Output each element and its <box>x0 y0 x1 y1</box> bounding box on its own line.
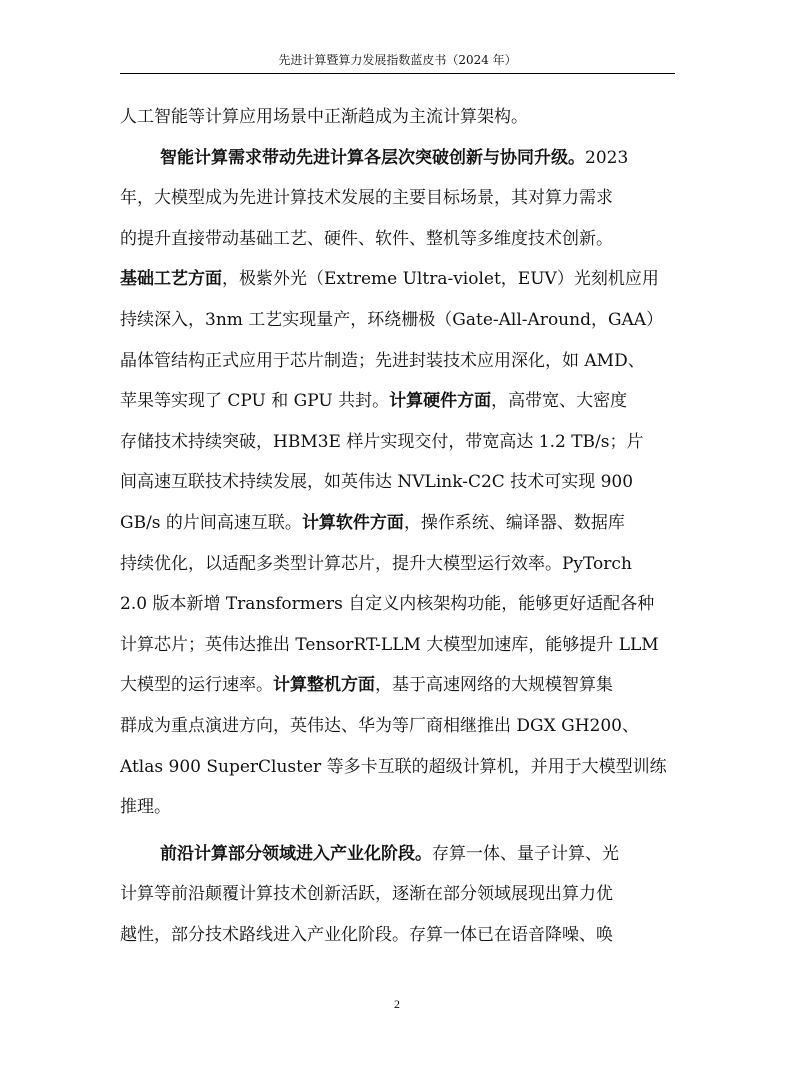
text-line <box>120 300 680 341</box>
text-line <box>120 462 680 503</box>
text-run: 存储技术持续突破，HBM3E 样片实现交付，带宽高达 1.2 TB/s；片 <box>120 431 644 452</box>
text-line <box>120 665 680 706</box>
text-line <box>120 706 680 747</box>
header-rule <box>120 73 675 74</box>
page-number: 2 <box>394 997 400 1011</box>
text-run: 持续优化，以适配多类型计算芯片，提升大模型运行效率。PyTorch <box>120 553 632 574</box>
text-run: 推理。 <box>120 797 171 818</box>
text-line <box>120 787 680 828</box>
text-line <box>120 422 680 463</box>
text-run: 越性，部分技术路线进入产业化阶段。存算一体已在语音降噪、唤 <box>120 924 613 945</box>
text-run: 群成为重点演进方向，英伟达、华为等厂商相继推出 DGX GH200、 <box>120 715 639 736</box>
text-run: 计算芯片；英伟达推出 TensorRT-LLM 大模型加速库，能够提升 LLM <box>120 634 659 655</box>
text-line <box>120 625 680 666</box>
text-run: 2.0 版本新增 Transformers 自定义内核架构功能，能够更好适配各种 <box>120 594 655 615</box>
inline-heading: 计算软件方面 <box>301 512 404 533</box>
text-line <box>120 259 680 300</box>
text-run: 间高速互联技术持续发展，如英伟达 NVLink-C2C 技术可实现 900 <box>120 472 634 493</box>
text-line <box>120 915 680 956</box>
paragraph-lead-heading: 前沿计算部分领域进入产业化阶段。 <box>160 843 432 864</box>
paragraph-first-line <box>120 834 680 875</box>
text-run: 大模型的运行速率。 <box>120 675 273 696</box>
text-run: Atlas 900 SuperCluster 等多卡互联的超级计算机，并用于大模型训练 <box>120 756 667 777</box>
text-line <box>120 747 680 788</box>
inline-heading: 计算整机方面 <box>273 675 375 696</box>
text-line <box>120 544 680 585</box>
text-line <box>120 97 680 138</box>
paragraph-first-line <box>120 138 680 179</box>
text-line <box>120 584 680 625</box>
text-run: ，基于高速网络的大规模智算集 <box>375 675 613 696</box>
text-run: 的提升直接带动基础工艺、硬件、软件、整机等多维度技术创新。 <box>120 228 613 249</box>
text-line <box>120 178 680 219</box>
text-run: 苹果等实现了 CPU 和 GPU 共封。 <box>120 391 390 412</box>
text-line <box>120 341 680 382</box>
inline-heading: 基础工艺方面 <box>120 269 222 290</box>
text-run: ，极紫外光（Extreme Ultra-violet，EUV）光刻机应用 <box>222 269 659 290</box>
inline-heading: 计算硬件方面 <box>389 391 492 412</box>
text-line <box>120 381 680 422</box>
text-run: 计算等前沿颠覆计算技术创新活跃，逐渐在部分领域展现出算力优 <box>120 884 613 905</box>
text-run: GB/s 的片间高速互联。 <box>120 512 302 533</box>
text-line <box>120 219 680 260</box>
text-run: 晶体管结构正式应用于芯片制造；先进封装技术应用深化，如 AMD、 <box>120 350 645 371</box>
text-run: 人工智能等计算应用场景中正渐趋成为主流计算架构。 <box>120 107 528 127</box>
body-text <box>120 97 680 955</box>
text-run: ，操作系统、编译器、数据库 <box>403 512 625 533</box>
text-line <box>120 503 680 544</box>
text-run: 2023 <box>585 147 629 168</box>
paragraph-lead-heading: 智能计算需求带动先进计算各层次突破创新与协同升级。 <box>160 147 585 168</box>
text-run: 持续深入，3nm 工艺实现量产，环绕栅极（Gate-All-Around，GAA） <box>120 309 664 330</box>
text-line <box>120 874 680 915</box>
text-run: 存算一体、量子计算、光 <box>432 843 619 864</box>
running-header: 先进计算暨算力发展指数蓝皮书（2024 年） <box>278 53 517 67</box>
text-run: 年，大模型成为先进计算技术发展的主要目标场景，其对算力需求 <box>120 188 613 209</box>
text-run: ，高带宽、大密度 <box>491 391 628 412</box>
